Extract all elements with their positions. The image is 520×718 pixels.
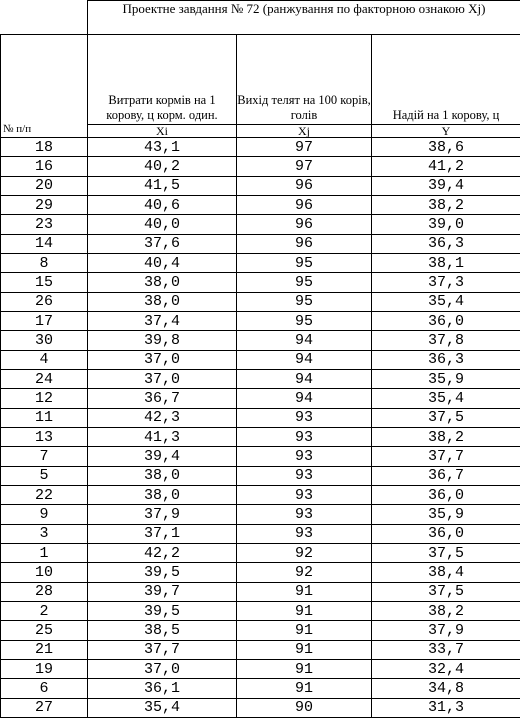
row-number-cell: 25 (1, 621, 88, 640)
y-cell: 32,4 (372, 659, 520, 678)
row-number-cell: 17 (1, 311, 88, 330)
xi-cell: 36,7 (88, 389, 237, 408)
table-row (1, 195, 520, 214)
row-number-cell: 23 (1, 215, 88, 234)
y-cell: 37,5 (372, 582, 520, 601)
table-row (1, 543, 520, 562)
y-cell: 31,3 (372, 698, 520, 717)
table-row (1, 292, 520, 311)
y-cell: 37,5 (372, 408, 520, 427)
xj-cell: 94 (237, 350, 372, 369)
row-number-cell: 11 (1, 408, 88, 427)
y-cell: 37,8 (372, 331, 520, 350)
xj-cell: 94 (237, 369, 372, 388)
y-cell: 38,2 (372, 195, 520, 214)
y-cell: 35,4 (372, 389, 520, 408)
xj-cell: 93 (237, 408, 372, 427)
xj-cell: 91 (237, 582, 372, 601)
y-cell: 35,4 (372, 292, 520, 311)
row-number-cell: 26 (1, 292, 88, 311)
y-cell: 38,2 (372, 601, 520, 620)
xi-cell: 37,1 (88, 524, 237, 543)
table-row (1, 331, 520, 350)
title-row (1, 1, 520, 35)
xi-cell: 37,0 (88, 350, 237, 369)
table-row (1, 621, 520, 640)
header-calf-yield: Вихід телят на 100 корів, голів (237, 35, 372, 125)
y-cell: 35,9 (372, 505, 520, 524)
y-cell: 37,3 (372, 273, 520, 292)
xi-cell: 40,4 (88, 253, 237, 272)
table-row (1, 698, 520, 717)
xj-cell: 91 (237, 621, 372, 640)
xi-cell: 39,5 (88, 563, 237, 582)
xj-cell: 95 (237, 292, 372, 311)
table-row (1, 408, 520, 427)
row-number-cell: 10 (1, 563, 88, 582)
xj-cell: 90 (237, 698, 372, 717)
y-cell: 39,0 (372, 215, 520, 234)
title-corner-cell (1, 1, 88, 35)
ranking-table-body (1, 1, 520, 718)
xi-cell: 37,0 (88, 369, 237, 388)
header-milk-yield: Надій на 1 корову, ц (372, 35, 520, 125)
xj-cell: 96 (237, 234, 372, 253)
symbol-y: Y (372, 125, 520, 138)
xi-cell: 38,0 (88, 466, 237, 485)
xi-cell: 38,0 (88, 292, 237, 311)
y-cell: 35,9 (372, 369, 520, 388)
y-cell: 36,0 (372, 485, 520, 504)
xj-cell: 95 (237, 311, 372, 330)
table-row (1, 176, 520, 195)
xj-cell: 91 (237, 640, 372, 659)
xi-cell: 41,5 (88, 176, 237, 195)
xi-cell: 40,0 (88, 215, 237, 234)
row-number-cell: 1 (1, 543, 88, 562)
symbol-xi: Xi (88, 125, 237, 138)
y-cell: 36,3 (372, 234, 520, 253)
y-cell: 38,1 (372, 253, 520, 272)
table-row (1, 582, 520, 601)
header-row-number: № п/п (1, 35, 88, 138)
xi-cell: 40,6 (88, 195, 237, 214)
row-number-cell: 4 (1, 350, 88, 369)
y-cell: 39,4 (372, 176, 520, 195)
xj-cell: 97 (237, 138, 372, 157)
row-number-cell: 5 (1, 466, 88, 485)
row-number-cell: 16 (1, 157, 88, 176)
y-cell: 38,6 (372, 138, 520, 157)
y-cell: 34,8 (372, 679, 520, 698)
xi-cell: 40,2 (88, 157, 237, 176)
xi-cell: 41,3 (88, 427, 237, 446)
xj-cell: 96 (237, 176, 372, 195)
table-row (1, 215, 520, 234)
table-row (1, 389, 520, 408)
xi-cell: 39,7 (88, 582, 237, 601)
row-number-cell: 19 (1, 659, 88, 678)
table-row (1, 679, 520, 698)
table-row (1, 273, 520, 292)
xj-cell: 93 (237, 427, 372, 446)
xi-cell: 42,3 (88, 408, 237, 427)
xj-cell: 95 (237, 273, 372, 292)
row-number-cell: 13 (1, 427, 88, 446)
xj-cell: 91 (237, 679, 372, 698)
xi-cell: 39,5 (88, 601, 237, 620)
xj-cell: 95 (237, 253, 372, 272)
row-number-cell: 2 (1, 601, 88, 620)
xi-cell: 35,4 (88, 698, 237, 717)
row-number-cell: 22 (1, 485, 88, 504)
xj-cell: 92 (237, 563, 372, 582)
xi-cell: 37,9 (88, 505, 237, 524)
xi-cell: 37,6 (88, 234, 237, 253)
table-row (1, 234, 520, 253)
xi-cell: 38,5 (88, 621, 237, 640)
row-number-cell: 15 (1, 273, 88, 292)
row-number-cell: 9 (1, 505, 88, 524)
y-cell: 37,9 (372, 621, 520, 640)
row-number-cell: 3 (1, 524, 88, 543)
xj-cell: 96 (237, 195, 372, 214)
row-number-cell: 8 (1, 253, 88, 272)
table-row (1, 524, 520, 543)
xj-cell: 93 (237, 485, 372, 504)
xi-cell: 38,0 (88, 273, 237, 292)
y-cell: 38,2 (372, 427, 520, 446)
row-number-cell: 21 (1, 640, 88, 659)
row-number-cell: 14 (1, 234, 88, 253)
y-cell: 38,4 (372, 563, 520, 582)
xi-cell: 39,4 (88, 447, 237, 466)
xi-cell: 37,4 (88, 311, 237, 330)
table-row (1, 563, 520, 582)
y-cell: 37,7 (372, 447, 520, 466)
table-row (1, 601, 520, 620)
xj-cell: 93 (237, 466, 372, 485)
table-row (1, 138, 520, 157)
xi-cell: 39,8 (88, 331, 237, 350)
table-row (1, 427, 520, 446)
y-cell: 33,7 (372, 640, 520, 659)
xi-cell: 36,1 (88, 679, 237, 698)
xj-cell: 91 (237, 659, 372, 678)
xi-cell: 42,2 (88, 543, 237, 562)
header-row (1, 35, 520, 125)
xj-cell: 96 (237, 215, 372, 234)
row-number-cell: 28 (1, 582, 88, 601)
xj-cell: 92 (237, 543, 372, 562)
table-row (1, 485, 520, 504)
xj-cell: 93 (237, 524, 372, 543)
table-row (1, 640, 520, 659)
xi-cell: 38,0 (88, 485, 237, 504)
table-row (1, 350, 520, 369)
table-row (1, 157, 520, 176)
row-number-cell: 7 (1, 447, 88, 466)
xj-cell: 94 (237, 389, 372, 408)
table-row (1, 466, 520, 485)
xi-cell: 37,7 (88, 640, 237, 659)
xj-cell: 97 (237, 157, 372, 176)
xj-cell: 91 (237, 601, 372, 620)
y-cell: 36,7 (372, 466, 520, 485)
xj-cell: 93 (237, 447, 372, 466)
table-row (1, 659, 520, 678)
symbol-xj: Xj (237, 125, 372, 138)
xi-cell: 43,1 (88, 138, 237, 157)
row-number-cell: 12 (1, 389, 88, 408)
y-cell: 36,3 (372, 350, 520, 369)
table-row (1, 253, 520, 272)
table-row (1, 311, 520, 330)
table-title: Проектне завдання № 72 (ранжування по факторною ознакою Xj) (88, 1, 520, 35)
row-number-cell: 29 (1, 195, 88, 214)
row-number-cell: 27 (1, 698, 88, 717)
y-cell: 36,0 (372, 311, 520, 330)
xj-cell: 93 (237, 505, 372, 524)
row-number-cell: 6 (1, 679, 88, 698)
xj-cell: 94 (237, 331, 372, 350)
table-row (1, 447, 520, 466)
row-number-cell: 30 (1, 331, 88, 350)
row-number-cell: 24 (1, 369, 88, 388)
header-feed-cost: Витрати кормів на 1 корову, ц корм. один. (88, 35, 237, 125)
row-number-cell: 20 (1, 176, 88, 195)
xi-cell: 37,0 (88, 659, 237, 678)
y-cell: 37,5 (372, 543, 520, 562)
y-cell: 41,2 (372, 157, 520, 176)
row-number-cell: 18 (1, 138, 88, 157)
table-row (1, 505, 520, 524)
table-row (1, 369, 520, 388)
y-cell: 36,0 (372, 524, 520, 543)
